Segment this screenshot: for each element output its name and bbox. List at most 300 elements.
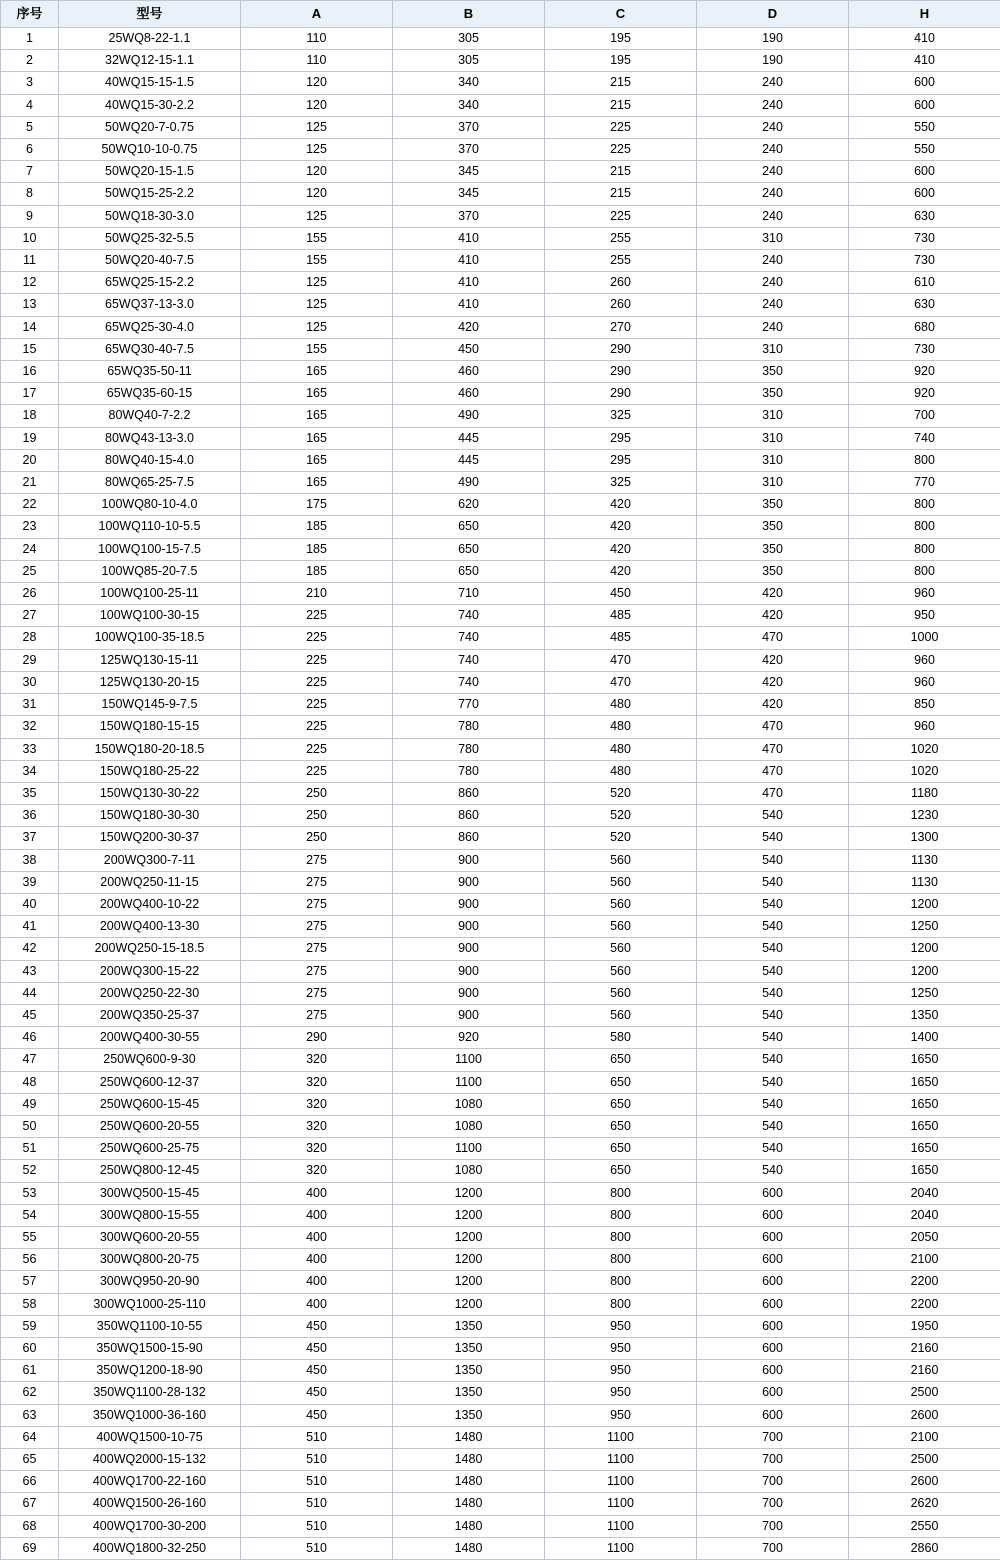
d-cell: 700 bbox=[697, 1493, 849, 1515]
table-row bbox=[1, 427, 1000, 449]
d-cell: 540 bbox=[697, 960, 849, 982]
model-cell: 250WQ600-12-37 bbox=[59, 1071, 241, 1093]
d-cell: 600 bbox=[697, 1271, 849, 1293]
table-header-row bbox=[1, 1, 1000, 28]
b-cell: 370 bbox=[393, 139, 545, 161]
b-cell: 780 bbox=[393, 716, 545, 738]
model-cell: 300WQ800-20-75 bbox=[59, 1249, 241, 1271]
model-cell: 150WQ145-9-7.5 bbox=[59, 694, 241, 716]
table-row bbox=[1, 338, 1000, 360]
b-cell: 900 bbox=[393, 938, 545, 960]
table-row bbox=[1, 1093, 1000, 1115]
b-cell: 900 bbox=[393, 893, 545, 915]
table-row bbox=[1, 893, 1000, 915]
c-cell: 295 bbox=[545, 449, 697, 471]
d-cell: 540 bbox=[697, 1027, 849, 1049]
model-cell: 50WQ20-15-1.5 bbox=[59, 161, 241, 183]
column-header-seq: 序号 bbox=[1, 1, 59, 28]
h-cell: 600 bbox=[849, 94, 1000, 116]
a-cell: 400 bbox=[241, 1271, 393, 1293]
b-cell: 740 bbox=[393, 605, 545, 627]
table-row bbox=[1, 472, 1000, 494]
c-cell: 260 bbox=[545, 294, 697, 316]
table-row bbox=[1, 738, 1000, 760]
seq-cell: 6 bbox=[1, 139, 59, 161]
a-cell: 175 bbox=[241, 494, 393, 516]
model-cell: 50WQ25-32-5.5 bbox=[59, 227, 241, 249]
table-row bbox=[1, 805, 1000, 827]
b-cell: 740 bbox=[393, 649, 545, 671]
model-cell: 250WQ600-15-45 bbox=[59, 1093, 241, 1115]
model-cell: 200WQ400-10-22 bbox=[59, 893, 241, 915]
b-cell: 1200 bbox=[393, 1293, 545, 1315]
b-cell: 1480 bbox=[393, 1515, 545, 1537]
a-cell: 250 bbox=[241, 827, 393, 849]
d-cell: 540 bbox=[697, 982, 849, 1004]
seq-cell: 3 bbox=[1, 72, 59, 94]
b-cell: 1350 bbox=[393, 1360, 545, 1382]
a-cell: 510 bbox=[241, 1449, 393, 1471]
h-cell: 1020 bbox=[849, 738, 1000, 760]
h-cell: 730 bbox=[849, 338, 1000, 360]
table-row bbox=[1, 1449, 1000, 1471]
h-cell: 550 bbox=[849, 116, 1000, 138]
seq-cell: 26 bbox=[1, 583, 59, 605]
c-cell: 650 bbox=[545, 1138, 697, 1160]
table-row bbox=[1, 516, 1000, 538]
c-cell: 800 bbox=[545, 1249, 697, 1271]
seq-cell: 37 bbox=[1, 827, 59, 849]
model-cell: 400WQ2000-15-132 bbox=[59, 1449, 241, 1471]
model-cell: 400WQ1800-32-250 bbox=[59, 1537, 241, 1559]
seq-cell: 16 bbox=[1, 361, 59, 383]
c-cell: 1100 bbox=[545, 1426, 697, 1448]
table-row bbox=[1, 1404, 1000, 1426]
table-row bbox=[1, 938, 1000, 960]
h-cell: 2600 bbox=[849, 1471, 1000, 1493]
seq-cell: 55 bbox=[1, 1226, 59, 1248]
h-cell: 610 bbox=[849, 272, 1000, 294]
table-row bbox=[1, 538, 1000, 560]
table-row bbox=[1, 960, 1000, 982]
h-cell: 1200 bbox=[849, 938, 1000, 960]
d-cell: 700 bbox=[697, 1449, 849, 1471]
a-cell: 155 bbox=[241, 227, 393, 249]
h-cell: 2100 bbox=[849, 1426, 1000, 1448]
model-cell: 65WQ30-40-7.5 bbox=[59, 338, 241, 360]
c-cell: 650 bbox=[545, 1115, 697, 1137]
table-row bbox=[1, 1249, 1000, 1271]
c-cell: 560 bbox=[545, 849, 697, 871]
a-cell: 275 bbox=[241, 871, 393, 893]
seq-cell: 49 bbox=[1, 1093, 59, 1115]
b-cell: 770 bbox=[393, 694, 545, 716]
d-cell: 420 bbox=[697, 605, 849, 627]
d-cell: 310 bbox=[697, 227, 849, 249]
d-cell: 540 bbox=[697, 938, 849, 960]
d-cell: 240 bbox=[697, 316, 849, 338]
h-cell: 800 bbox=[849, 516, 1000, 538]
d-cell: 600 bbox=[697, 1182, 849, 1204]
model-cell: 250WQ800-12-45 bbox=[59, 1160, 241, 1182]
b-cell: 1350 bbox=[393, 1315, 545, 1337]
h-cell: 1200 bbox=[849, 960, 1000, 982]
table-row bbox=[1, 671, 1000, 693]
a-cell: 125 bbox=[241, 139, 393, 161]
table-row bbox=[1, 849, 1000, 871]
seq-cell: 20 bbox=[1, 449, 59, 471]
c-cell: 195 bbox=[545, 50, 697, 72]
a-cell: 450 bbox=[241, 1337, 393, 1359]
table-row bbox=[1, 361, 1000, 383]
model-cell: 50WQ10-10-0.75 bbox=[59, 139, 241, 161]
table-row bbox=[1, 116, 1000, 138]
h-cell: 960 bbox=[849, 649, 1000, 671]
a-cell: 125 bbox=[241, 294, 393, 316]
d-cell: 470 bbox=[697, 627, 849, 649]
table-row bbox=[1, 183, 1000, 205]
table-row bbox=[1, 1493, 1000, 1515]
h-cell: 920 bbox=[849, 383, 1000, 405]
table-row bbox=[1, 494, 1000, 516]
c-cell: 800 bbox=[545, 1204, 697, 1226]
c-cell: 485 bbox=[545, 627, 697, 649]
h-cell: 2600 bbox=[849, 1404, 1000, 1426]
h-cell: 1250 bbox=[849, 982, 1000, 1004]
a-cell: 400 bbox=[241, 1249, 393, 1271]
a-cell: 400 bbox=[241, 1293, 393, 1315]
a-cell: 275 bbox=[241, 849, 393, 871]
seq-cell: 29 bbox=[1, 649, 59, 671]
b-cell: 410 bbox=[393, 272, 545, 294]
c-cell: 580 bbox=[545, 1027, 697, 1049]
a-cell: 185 bbox=[241, 560, 393, 582]
a-cell: 225 bbox=[241, 605, 393, 627]
c-cell: 325 bbox=[545, 472, 697, 494]
c-cell: 800 bbox=[545, 1182, 697, 1204]
h-cell: 1130 bbox=[849, 849, 1000, 871]
d-cell: 540 bbox=[697, 805, 849, 827]
h-cell: 800 bbox=[849, 449, 1000, 471]
table-row bbox=[1, 1537, 1000, 1559]
column-header-h: H bbox=[849, 1, 1000, 28]
c-cell: 800 bbox=[545, 1293, 697, 1315]
model-cell: 150WQ180-25-22 bbox=[59, 760, 241, 782]
seq-cell: 34 bbox=[1, 760, 59, 782]
table-row bbox=[1, 94, 1000, 116]
seq-cell: 31 bbox=[1, 694, 59, 716]
model-cell: 150WQ180-20-18.5 bbox=[59, 738, 241, 760]
c-cell: 950 bbox=[545, 1337, 697, 1359]
d-cell: 540 bbox=[697, 1071, 849, 1093]
model-cell: 125WQ130-20-15 bbox=[59, 671, 241, 693]
model-cell: 400WQ1500-10-75 bbox=[59, 1426, 241, 1448]
seq-cell: 58 bbox=[1, 1293, 59, 1315]
c-cell: 290 bbox=[545, 338, 697, 360]
d-cell: 350 bbox=[697, 361, 849, 383]
model-cell: 200WQ400-30-55 bbox=[59, 1027, 241, 1049]
seq-cell: 21 bbox=[1, 472, 59, 494]
d-cell: 540 bbox=[697, 1138, 849, 1160]
d-cell: 310 bbox=[697, 405, 849, 427]
table-row bbox=[1, 827, 1000, 849]
model-cell: 80WQ65-25-7.5 bbox=[59, 472, 241, 494]
model-cell: 100WQ100-25-11 bbox=[59, 583, 241, 605]
h-cell: 1180 bbox=[849, 782, 1000, 804]
table-row bbox=[1, 449, 1000, 471]
a-cell: 120 bbox=[241, 94, 393, 116]
table-body bbox=[1, 28, 1000, 1560]
a-cell: 400 bbox=[241, 1204, 393, 1226]
a-cell: 320 bbox=[241, 1160, 393, 1182]
c-cell: 485 bbox=[545, 605, 697, 627]
h-cell: 960 bbox=[849, 716, 1000, 738]
h-cell: 740 bbox=[849, 427, 1000, 449]
model-cell: 80WQ40-15-4.0 bbox=[59, 449, 241, 471]
h-cell: 950 bbox=[849, 605, 1000, 627]
seq-cell: 51 bbox=[1, 1138, 59, 1160]
seq-cell: 64 bbox=[1, 1426, 59, 1448]
model-cell: 350WQ1200-18-90 bbox=[59, 1360, 241, 1382]
table-row bbox=[1, 1027, 1000, 1049]
b-cell: 490 bbox=[393, 405, 545, 427]
c-cell: 215 bbox=[545, 183, 697, 205]
table-row bbox=[1, 1049, 1000, 1071]
a-cell: 165 bbox=[241, 472, 393, 494]
c-cell: 520 bbox=[545, 782, 697, 804]
c-cell: 420 bbox=[545, 560, 697, 582]
table-row bbox=[1, 782, 1000, 804]
a-cell: 185 bbox=[241, 538, 393, 560]
a-cell: 225 bbox=[241, 649, 393, 671]
h-cell: 600 bbox=[849, 183, 1000, 205]
table-row bbox=[1, 1160, 1000, 1182]
table-row bbox=[1, 605, 1000, 627]
c-cell: 225 bbox=[545, 116, 697, 138]
d-cell: 420 bbox=[697, 649, 849, 671]
b-cell: 860 bbox=[393, 827, 545, 849]
d-cell: 540 bbox=[697, 916, 849, 938]
d-cell: 540 bbox=[697, 849, 849, 871]
seq-cell: 62 bbox=[1, 1382, 59, 1404]
c-cell: 290 bbox=[545, 383, 697, 405]
d-cell: 420 bbox=[697, 694, 849, 716]
c-cell: 520 bbox=[545, 805, 697, 827]
table-row bbox=[1, 583, 1000, 605]
a-cell: 250 bbox=[241, 805, 393, 827]
d-cell: 540 bbox=[697, 1160, 849, 1182]
model-cell: 250WQ600-20-55 bbox=[59, 1115, 241, 1137]
seq-cell: 11 bbox=[1, 250, 59, 272]
model-cell: 400WQ1700-22-160 bbox=[59, 1471, 241, 1493]
column-header-b: B bbox=[393, 1, 545, 28]
b-cell: 460 bbox=[393, 361, 545, 383]
b-cell: 900 bbox=[393, 982, 545, 1004]
b-cell: 1350 bbox=[393, 1382, 545, 1404]
a-cell: 275 bbox=[241, 1004, 393, 1026]
c-cell: 225 bbox=[545, 205, 697, 227]
a-cell: 450 bbox=[241, 1315, 393, 1337]
b-cell: 900 bbox=[393, 1004, 545, 1026]
a-cell: 225 bbox=[241, 671, 393, 693]
seq-cell: 54 bbox=[1, 1204, 59, 1226]
h-cell: 2050 bbox=[849, 1226, 1000, 1248]
b-cell: 920 bbox=[393, 1027, 545, 1049]
b-cell: 340 bbox=[393, 94, 545, 116]
a-cell: 155 bbox=[241, 250, 393, 272]
c-cell: 950 bbox=[545, 1360, 697, 1382]
b-cell: 1100 bbox=[393, 1071, 545, 1093]
h-cell: 1400 bbox=[849, 1027, 1000, 1049]
b-cell: 445 bbox=[393, 427, 545, 449]
b-cell: 445 bbox=[393, 449, 545, 471]
h-cell: 800 bbox=[849, 494, 1000, 516]
seq-cell: 12 bbox=[1, 272, 59, 294]
seq-cell: 23 bbox=[1, 516, 59, 538]
column-header-d: D bbox=[697, 1, 849, 28]
c-cell: 560 bbox=[545, 871, 697, 893]
model-cell: 80WQ40-7-2.2 bbox=[59, 405, 241, 427]
a-cell: 165 bbox=[241, 383, 393, 405]
b-cell: 620 bbox=[393, 494, 545, 516]
table-row bbox=[1, 139, 1000, 161]
column-header-c: C bbox=[545, 1, 697, 28]
a-cell: 320 bbox=[241, 1071, 393, 1093]
model-cell: 65WQ25-30-4.0 bbox=[59, 316, 241, 338]
model-cell: 80WQ43-13-3.0 bbox=[59, 427, 241, 449]
b-cell: 780 bbox=[393, 738, 545, 760]
b-cell: 900 bbox=[393, 871, 545, 893]
d-cell: 310 bbox=[697, 472, 849, 494]
c-cell: 470 bbox=[545, 649, 697, 671]
c-cell: 650 bbox=[545, 1071, 697, 1093]
d-cell: 240 bbox=[697, 72, 849, 94]
h-cell: 410 bbox=[849, 50, 1000, 72]
model-cell: 200WQ250-11-15 bbox=[59, 871, 241, 893]
table-row bbox=[1, 272, 1000, 294]
c-cell: 255 bbox=[545, 227, 697, 249]
seq-cell: 7 bbox=[1, 161, 59, 183]
c-cell: 480 bbox=[545, 760, 697, 782]
a-cell: 450 bbox=[241, 1382, 393, 1404]
b-cell: 1480 bbox=[393, 1537, 545, 1559]
table-row bbox=[1, 1382, 1000, 1404]
h-cell: 1650 bbox=[849, 1160, 1000, 1182]
seq-cell: 33 bbox=[1, 738, 59, 760]
table-row bbox=[1, 649, 1000, 671]
model-cell: 400WQ1700-30-200 bbox=[59, 1515, 241, 1537]
c-cell: 1100 bbox=[545, 1493, 697, 1515]
d-cell: 700 bbox=[697, 1537, 849, 1559]
a-cell: 400 bbox=[241, 1182, 393, 1204]
d-cell: 350 bbox=[697, 494, 849, 516]
d-cell: 600 bbox=[697, 1293, 849, 1315]
c-cell: 650 bbox=[545, 1160, 697, 1182]
b-cell: 650 bbox=[393, 560, 545, 582]
b-cell: 1480 bbox=[393, 1471, 545, 1493]
h-cell: 960 bbox=[849, 583, 1000, 605]
d-cell: 240 bbox=[697, 294, 849, 316]
d-cell: 240 bbox=[697, 139, 849, 161]
model-cell: 300WQ500-15-45 bbox=[59, 1182, 241, 1204]
table-row bbox=[1, 1115, 1000, 1137]
seq-cell: 61 bbox=[1, 1360, 59, 1382]
b-cell: 780 bbox=[393, 760, 545, 782]
d-cell: 470 bbox=[697, 738, 849, 760]
h-cell: 2100 bbox=[849, 1249, 1000, 1271]
b-cell: 740 bbox=[393, 671, 545, 693]
b-cell: 1200 bbox=[393, 1226, 545, 1248]
seq-cell: 18 bbox=[1, 405, 59, 427]
model-cell: 250WQ600-9-30 bbox=[59, 1049, 241, 1071]
seq-cell: 4 bbox=[1, 94, 59, 116]
h-cell: 1130 bbox=[849, 871, 1000, 893]
d-cell: 240 bbox=[697, 116, 849, 138]
b-cell: 1350 bbox=[393, 1404, 545, 1426]
table-row bbox=[1, 250, 1000, 272]
c-cell: 215 bbox=[545, 72, 697, 94]
model-cell: 100WQ100-15-7.5 bbox=[59, 538, 241, 560]
seq-cell: 69 bbox=[1, 1537, 59, 1559]
b-cell: 900 bbox=[393, 916, 545, 938]
model-cell: 200WQ350-25-37 bbox=[59, 1004, 241, 1026]
a-cell: 225 bbox=[241, 738, 393, 760]
seq-cell: 36 bbox=[1, 805, 59, 827]
seq-cell: 32 bbox=[1, 716, 59, 738]
a-cell: 225 bbox=[241, 760, 393, 782]
d-cell: 310 bbox=[697, 338, 849, 360]
model-cell: 100WQ110-10-5.5 bbox=[59, 516, 241, 538]
d-cell: 600 bbox=[697, 1404, 849, 1426]
h-cell: 2860 bbox=[849, 1537, 1000, 1559]
seq-cell: 2 bbox=[1, 50, 59, 72]
d-cell: 240 bbox=[697, 161, 849, 183]
d-cell: 190 bbox=[697, 50, 849, 72]
seq-cell: 48 bbox=[1, 1071, 59, 1093]
table-row bbox=[1, 161, 1000, 183]
c-cell: 950 bbox=[545, 1315, 697, 1337]
seq-cell: 25 bbox=[1, 560, 59, 582]
h-cell: 1650 bbox=[849, 1093, 1000, 1115]
b-cell: 305 bbox=[393, 50, 545, 72]
table-header bbox=[1, 1, 1000, 28]
model-cell: 350WQ1500-15-90 bbox=[59, 1337, 241, 1359]
seq-cell: 27 bbox=[1, 605, 59, 627]
b-cell: 1100 bbox=[393, 1049, 545, 1071]
h-cell: 800 bbox=[849, 538, 1000, 560]
c-cell: 420 bbox=[545, 516, 697, 538]
d-cell: 540 bbox=[697, 1004, 849, 1026]
seq-cell: 1 bbox=[1, 28, 59, 50]
seq-cell: 42 bbox=[1, 938, 59, 960]
c-cell: 290 bbox=[545, 361, 697, 383]
d-cell: 240 bbox=[697, 272, 849, 294]
c-cell: 325 bbox=[545, 405, 697, 427]
b-cell: 340 bbox=[393, 72, 545, 94]
b-cell: 710 bbox=[393, 583, 545, 605]
h-cell: 1250 bbox=[849, 916, 1000, 938]
a-cell: 110 bbox=[241, 28, 393, 50]
a-cell: 125 bbox=[241, 316, 393, 338]
a-cell: 510 bbox=[241, 1515, 393, 1537]
a-cell: 185 bbox=[241, 516, 393, 538]
c-cell: 560 bbox=[545, 1004, 697, 1026]
model-cell: 150WQ180-30-30 bbox=[59, 805, 241, 827]
h-cell: 2620 bbox=[849, 1493, 1000, 1515]
seq-cell: 59 bbox=[1, 1315, 59, 1337]
a-cell: 275 bbox=[241, 938, 393, 960]
table-row bbox=[1, 1004, 1000, 1026]
